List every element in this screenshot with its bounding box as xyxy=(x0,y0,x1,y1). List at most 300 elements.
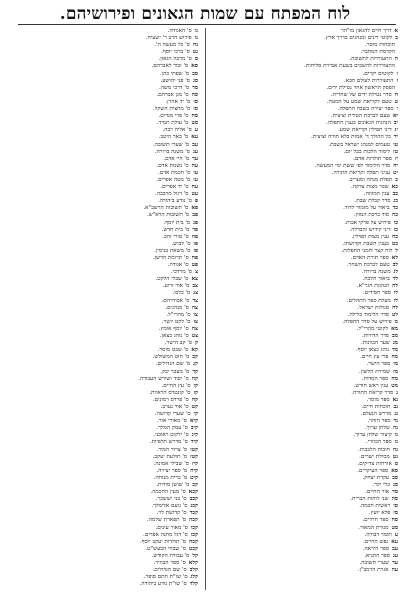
entry-text: משנה ברורה. xyxy=(361,269,391,276)
entry-number: מז xyxy=(393,368,398,375)
entry-text: ס' יוסף אומץ. xyxy=(158,325,189,332)
entry-number: קיא xyxy=(189,418,198,425)
index-entry xyxy=(12,404,198,411)
entry-number: סט xyxy=(191,120,198,127)
entry-text: שני לוחות הברית. xyxy=(350,496,389,503)
entry-number: קיז xyxy=(191,460,198,467)
index-entry xyxy=(12,290,198,297)
entry-text: ס' נשמת אדם. xyxy=(156,162,189,169)
index-entry xyxy=(212,503,398,510)
entry-text: ס' מאורי אור. xyxy=(157,418,187,425)
index-entry xyxy=(12,191,198,198)
index-entry xyxy=(12,376,198,383)
entry-text: ספר מוסר. xyxy=(366,396,390,403)
entry-number: נו xyxy=(194,28,198,34)
index-entry xyxy=(212,447,398,454)
entry-text: ס' שערי קדושה. xyxy=(154,411,191,418)
index-entry xyxy=(12,283,198,290)
entry-text: ס' מגן אברהם. xyxy=(156,91,189,98)
entry-text: ספר תולדות אדם. xyxy=(353,155,392,162)
entry-text: ס' לבוש. xyxy=(171,240,191,247)
entry-number: נז xyxy=(194,35,198,42)
entry-text: ס' מחצית השקל. xyxy=(152,106,191,113)
entry-number: עג xyxy=(392,552,398,559)
entry-text: ס' שערי תשובה. xyxy=(153,141,190,148)
entry-text: ס' מטה אפרים. xyxy=(156,176,191,183)
entry-number: צג xyxy=(193,290,198,297)
index-entry xyxy=(212,120,398,127)
index-entry xyxy=(212,546,398,553)
entry-text: ס' קונטרס הראיות. xyxy=(149,389,191,396)
entry-number: עב xyxy=(392,545,398,552)
index-entry xyxy=(12,560,198,567)
entry-number: עט xyxy=(191,191,198,198)
index-entry xyxy=(212,262,398,269)
entry-number: צא xyxy=(191,276,198,283)
page-title: לוח המפתח עם שמות הגאונים ופירושיהם. xyxy=(59,4,351,24)
entry-number: צב xyxy=(192,283,198,290)
entry-text: ס' תולדות יעקב יוסף. xyxy=(139,538,186,545)
entry-text: התעוררות לתשובה. xyxy=(349,56,392,63)
entry-text: טעם לברכת הטלית וציצית. xyxy=(330,113,390,120)
entry-number: סב xyxy=(192,70,198,77)
index-entry xyxy=(212,333,398,340)
entry-text: הנהגות הגר"א. xyxy=(356,283,390,290)
entry-text: ס' טורי זהב. xyxy=(162,233,189,240)
index-entry xyxy=(212,397,398,404)
entry-number: עה xyxy=(191,162,198,169)
index-entry xyxy=(212,290,398,297)
entry-text: סדר נטילת ידים של שחרית. xyxy=(330,91,392,98)
index-entry xyxy=(212,482,398,489)
entry-text: טעם לקריאת שמע על המטה. xyxy=(326,98,392,105)
entry-text: לקוטי מהרי"ל. xyxy=(356,325,389,332)
entry-text: עקדת יצחק. xyxy=(362,474,390,481)
index-entry xyxy=(212,404,398,411)
entry-text: ס' אליה רבה. xyxy=(162,127,192,134)
index-entry xyxy=(12,418,198,425)
entry-text: תוכחות חיים. xyxy=(361,403,391,410)
entry-number: לו xyxy=(393,290,398,297)
entry-number: קכז xyxy=(190,531,198,538)
entry-text: ס' עבודת הקודש. xyxy=(151,552,190,559)
entry-number: מב xyxy=(391,333,398,340)
index-entry xyxy=(212,361,398,368)
entry-text: שמירת הלשון. xyxy=(358,368,391,375)
entry-text: אורחות צדיקים. xyxy=(357,460,392,467)
index-entry xyxy=(12,269,198,276)
index-entry xyxy=(212,276,398,283)
entry-text: ענין המזוזה. xyxy=(363,191,390,198)
entry-number: עה xyxy=(391,567,398,574)
entry-number: כ xyxy=(395,176,398,183)
entry-number: סא xyxy=(391,467,398,474)
entry-number: נא xyxy=(392,396,398,403)
entry-text: פירוש על פרקי אבות. xyxy=(344,219,391,226)
entry-number: פז xyxy=(193,247,198,254)
index-entry xyxy=(12,517,198,524)
index-entry xyxy=(12,184,198,191)
entry-number: יח xyxy=(393,162,398,169)
index-entry xyxy=(212,510,398,517)
entry-text: פרי עץ חיים. xyxy=(360,354,389,361)
entry-number: פד xyxy=(192,226,198,233)
entry-text: ס' באר היטב. xyxy=(158,134,189,141)
index-entry xyxy=(212,439,398,446)
index-entry xyxy=(12,63,198,70)
index-entry xyxy=(12,482,198,489)
entry-text: סדר קריאת התורה. xyxy=(351,389,394,396)
entry-number: סה xyxy=(391,496,398,503)
entry-text: ס' פרי מגדים. xyxy=(158,113,189,120)
entry-text: ספר חרדים. xyxy=(362,517,389,524)
entry-number: מח xyxy=(391,375,398,382)
index-entry xyxy=(212,106,398,113)
entry-text: ס' תשובות הרא"ש. xyxy=(146,212,190,219)
entry-text: דיני תפילין וקריאת שמע. xyxy=(337,127,392,134)
entry-text: ס' מעין החכמה. xyxy=(150,489,186,496)
entry-text: ס' האגודה. xyxy=(167,28,192,34)
index-entry xyxy=(212,184,398,191)
entry-number: צז xyxy=(193,318,198,325)
index-entry xyxy=(12,510,198,517)
entry-text: ס' דגול מרבבה. xyxy=(155,191,189,198)
entry-number: ס xyxy=(394,460,398,467)
index-entry xyxy=(212,383,398,390)
entry-text: שכר מצות צדקה. xyxy=(350,184,389,191)
index-entry xyxy=(212,227,398,234)
entry-number: סז xyxy=(193,106,198,113)
entry-text: ס' קב הישר. xyxy=(164,340,192,347)
entry-text: ס' זכור לאברהם. xyxy=(151,63,189,70)
index-entry xyxy=(212,241,398,248)
entry-number: מ xyxy=(394,318,398,325)
index-entry xyxy=(12,397,198,404)
entry-text: אור החיים. xyxy=(365,489,390,496)
entry-number: קלא xyxy=(188,560,198,567)
entry-number: פג xyxy=(193,219,198,226)
entry-number: לד xyxy=(392,276,398,283)
entry-number: סג xyxy=(392,482,398,488)
entry-text: סוד ברכת המזון. xyxy=(353,212,390,219)
index-entry xyxy=(12,312,198,319)
index-entry xyxy=(12,262,198,269)
index-entry xyxy=(212,177,398,184)
index-entry xyxy=(212,532,398,539)
index-entry xyxy=(12,383,198,390)
entry-number: קב xyxy=(192,354,198,361)
entry-number: קז xyxy=(193,389,198,396)
index-entry xyxy=(12,248,198,255)
entry-text: ס' משנה ברורה. xyxy=(154,148,190,155)
entry-number: לז xyxy=(393,297,398,304)
index-entry xyxy=(12,205,198,212)
index-entry xyxy=(12,347,198,354)
index-entry xyxy=(212,553,398,560)
index-entry xyxy=(12,212,198,219)
entry-number: קכה xyxy=(189,517,198,524)
entry-number: ל xyxy=(395,247,398,254)
entry-number: יז xyxy=(394,155,398,162)
index-entry xyxy=(12,134,198,141)
entry-number: לה xyxy=(392,283,398,290)
entry-text: ס' ספר יצירה. xyxy=(156,467,188,474)
entry-text: ספר הכוזרי. xyxy=(366,439,392,446)
entry-text: ס' נועם אלימלך. xyxy=(151,503,188,510)
entry-number: פב xyxy=(192,212,198,219)
entry-text: לימוד הלכות בכל יום. xyxy=(343,148,391,155)
entry-text: פירוש הרב ר' ישעיה. xyxy=(145,35,192,42)
index-entry xyxy=(12,92,198,99)
entry-text: ס' כל מעשה ה'. xyxy=(154,42,190,49)
entry-text: מעלת ספר התהלים. xyxy=(346,297,391,304)
entry-number: מא xyxy=(391,325,398,332)
index-entry xyxy=(212,99,398,106)
entry-number: ע xyxy=(194,127,198,134)
entry-text: ס' נוהג כצאן. xyxy=(159,333,189,340)
index-entry xyxy=(212,454,398,461)
entry-number: יא xyxy=(392,113,398,120)
index-entry xyxy=(212,312,398,319)
index-entry xyxy=(212,234,398,241)
entry-text: ס' ברכי יוסף. xyxy=(161,49,190,56)
entry-number: יט xyxy=(393,169,398,176)
entry-number: ו xyxy=(396,70,398,77)
entry-text: ס' קדושת לוי. xyxy=(156,510,187,517)
index-entry xyxy=(212,496,398,503)
index-entry xyxy=(212,42,398,49)
entry-number: קיד xyxy=(190,439,198,446)
index-entry xyxy=(212,432,398,439)
entry-number: קכב xyxy=(189,496,198,503)
index-entry xyxy=(12,234,198,241)
entry-number: כד xyxy=(392,205,398,212)
index-entry xyxy=(12,227,198,234)
entry-text: עניני תפלה וקריאת התורה. xyxy=(331,169,391,176)
entry-text: פירוש על סדר התפלה. xyxy=(342,318,392,325)
entry-number: קיג xyxy=(191,432,198,439)
entry-number: עו xyxy=(193,169,198,176)
entry-text: ס' משאת בנימין. xyxy=(154,247,191,254)
entry-number: קטו xyxy=(190,446,198,453)
entry-text: ספר הזהר. xyxy=(367,418,391,425)
index-entry xyxy=(212,127,398,134)
index-entry xyxy=(12,581,198,588)
entry-text: ס' יסוד ושורש העבודה. xyxy=(138,375,189,382)
entry-number: מד xyxy=(391,347,398,354)
entry-number: כח xyxy=(391,233,398,240)
entry-text: ספר התניא. xyxy=(364,552,390,559)
entry-text: תוכחות מוסר. xyxy=(365,42,395,49)
index-entry xyxy=(212,517,398,524)
entry-number: פא xyxy=(191,205,198,212)
index-entry xyxy=(12,220,198,227)
entry-number: נט xyxy=(192,49,198,56)
entry-number: סז xyxy=(393,510,398,517)
entry-text: ספר יצירה בשבח התפלה. xyxy=(337,106,394,113)
entry-text: ס' אור זרוע. xyxy=(162,283,190,290)
entry-text: דרך חיים להגאון מו"הר xyxy=(340,28,392,34)
entry-text: ס' מרדכי. xyxy=(170,269,193,276)
index-entry xyxy=(212,269,398,276)
entry-text: ס' תולעת יעקב. xyxy=(152,453,188,460)
index-entry xyxy=(12,461,198,468)
entry-text: ס' דגל מחנה אפרים. xyxy=(143,531,188,538)
entry-text: ס' עמק המלך. xyxy=(156,425,188,432)
entry-number: נח xyxy=(392,446,398,453)
index-entry xyxy=(212,205,398,212)
entry-text: ס' שבלי הלקט. xyxy=(155,276,189,283)
entry-number: נג xyxy=(394,411,398,418)
entry-text: שערי תשובה. xyxy=(359,560,390,567)
entry-text: סגולות ישראל. xyxy=(357,304,390,311)
entry-text: ס' נודע ביהודה. xyxy=(158,198,192,205)
entry-text: ס' ילקוט ראובני. xyxy=(153,432,189,439)
index-entry xyxy=(12,170,198,177)
index-entry xyxy=(212,390,398,397)
entry-number: מה xyxy=(391,354,398,361)
entry-text: התעוררות להשכים בשעת אמירת סליחות. xyxy=(304,63,395,70)
entry-number: ט xyxy=(394,98,398,105)
entry-number: כב xyxy=(392,191,398,198)
entry-number: יד xyxy=(393,134,398,141)
entry-text: ס' בית חדש. xyxy=(161,226,190,233)
right-column xyxy=(212,28,398,594)
index-entry xyxy=(212,191,398,198)
index-entry xyxy=(12,425,198,432)
index-entry xyxy=(12,127,198,134)
index-entry xyxy=(212,418,398,425)
entry-number: סג xyxy=(192,77,198,84)
index-entry xyxy=(12,468,198,475)
entry-number: פח xyxy=(191,255,198,261)
entry-text: ס' ברית מנוחה. xyxy=(153,474,188,481)
index-entry xyxy=(12,120,198,127)
index-entry xyxy=(212,340,398,347)
entry-number: יג xyxy=(394,127,398,134)
entry-number: לב xyxy=(392,262,398,269)
index-entry xyxy=(212,113,398,120)
entry-text: ס' כלבו. xyxy=(172,290,191,297)
index-entry xyxy=(212,425,398,432)
entry-number: קטז xyxy=(190,453,198,460)
index-entry xyxy=(212,489,398,496)
index-entry xyxy=(212,220,398,227)
entry-number: סו xyxy=(193,98,198,105)
entry-text: ספר העיקרים. xyxy=(357,467,389,474)
index-entry xyxy=(212,376,398,383)
entry-text: ס' פני יהושע. xyxy=(160,77,190,84)
entry-text: ס' מאור עינים. xyxy=(155,524,188,531)
entry-text: ס' שם הגדולים. xyxy=(152,567,187,574)
entry-number: קא xyxy=(191,347,198,354)
entry-number: קלד xyxy=(189,581,198,588)
entry-text: ספר הישר. xyxy=(366,361,391,368)
entry-text: ס' תפארת שלמה. xyxy=(147,517,187,524)
entry-number: קה xyxy=(191,375,198,382)
entry-number: קכו xyxy=(190,524,198,531)
entry-text: כלי יקר. xyxy=(372,482,390,488)
entry-text: ס' שושן סודות. xyxy=(156,482,190,488)
index-entry xyxy=(212,212,398,219)
column-divider xyxy=(205,28,206,590)
index-entry xyxy=(212,63,398,70)
index-entry xyxy=(212,255,398,262)
entry-number: י xyxy=(396,106,398,113)
entry-number: נב xyxy=(393,403,398,410)
entry-text: ספר חסידים. xyxy=(362,290,391,297)
entry-number: ז xyxy=(396,77,398,84)
index-entry xyxy=(12,546,198,553)
entry-number: קכג xyxy=(190,503,198,510)
index-entry xyxy=(12,28,198,35)
entry-text: ס' שו"ת חתם סופר. xyxy=(143,574,188,581)
index-entry xyxy=(12,432,198,439)
entry-text: ס' מרבה הגאון. xyxy=(158,56,192,63)
entry-text: ס' לקט יושר. xyxy=(161,318,191,325)
entry-number: ע xyxy=(394,531,398,538)
entry-number: פט xyxy=(191,262,198,269)
entry-number: מו xyxy=(393,361,398,368)
entry-text: ס' תרומת הדשן. xyxy=(152,255,189,261)
entry-text: סדר הדורות. xyxy=(361,333,389,340)
index-entry xyxy=(12,503,198,510)
entry-text: מסילת ישרים. xyxy=(359,453,390,460)
entry-number: צ xyxy=(195,269,198,276)
entry-number: נ xyxy=(396,389,398,396)
index-entry xyxy=(12,42,198,49)
entry-text: לוח קצר לזמני התפלות. xyxy=(341,247,393,254)
index-entry xyxy=(12,567,198,574)
entry-text: ס' שבילי אמונה. xyxy=(153,460,189,467)
entry-text: הקדמת המחבר. xyxy=(360,49,395,56)
entry-number: קי xyxy=(193,411,198,418)
entry-text: קיצור שלחן ערוך. xyxy=(353,432,392,439)
index-entry xyxy=(12,333,198,340)
index-entry xyxy=(12,390,198,397)
index-entry xyxy=(12,319,198,326)
index-entry xyxy=(212,539,398,546)
entry-text: ס' מהרי"ל. xyxy=(166,311,191,318)
index-entry xyxy=(12,35,198,42)
index-entry xyxy=(12,255,198,262)
index-entry xyxy=(212,28,398,35)
entry-number: קיט xyxy=(190,474,198,481)
entry-number: ק xyxy=(195,340,198,347)
entry-number: סב xyxy=(392,474,398,481)
entry-text: ס' יד אפרים. xyxy=(160,184,189,191)
index-entry xyxy=(212,567,398,574)
entry-number: טו xyxy=(393,141,398,148)
index-entry xyxy=(12,276,198,283)
index-entry xyxy=(12,142,198,149)
index-entry xyxy=(12,447,198,454)
entry-number: סא xyxy=(191,63,198,70)
index-entry xyxy=(12,369,198,376)
entry-number: עז xyxy=(193,176,198,183)
entry-number: לא xyxy=(391,255,398,261)
entry-text: ספר היראה. xyxy=(362,545,390,552)
entry-number: כו xyxy=(393,219,398,226)
entry-text: ס' מדרש תלפיות. xyxy=(149,439,188,446)
entry-text: לקוטי דינים ומנהגים בדרך ארץ. xyxy=(324,35,393,42)
index-entry xyxy=(212,319,398,326)
entry-number: סח xyxy=(391,517,398,524)
entry-number: לט xyxy=(392,311,398,318)
entry-number: סח xyxy=(191,113,198,120)
entry-number: קכט xyxy=(188,545,198,552)
entry-number: עד xyxy=(392,560,398,567)
